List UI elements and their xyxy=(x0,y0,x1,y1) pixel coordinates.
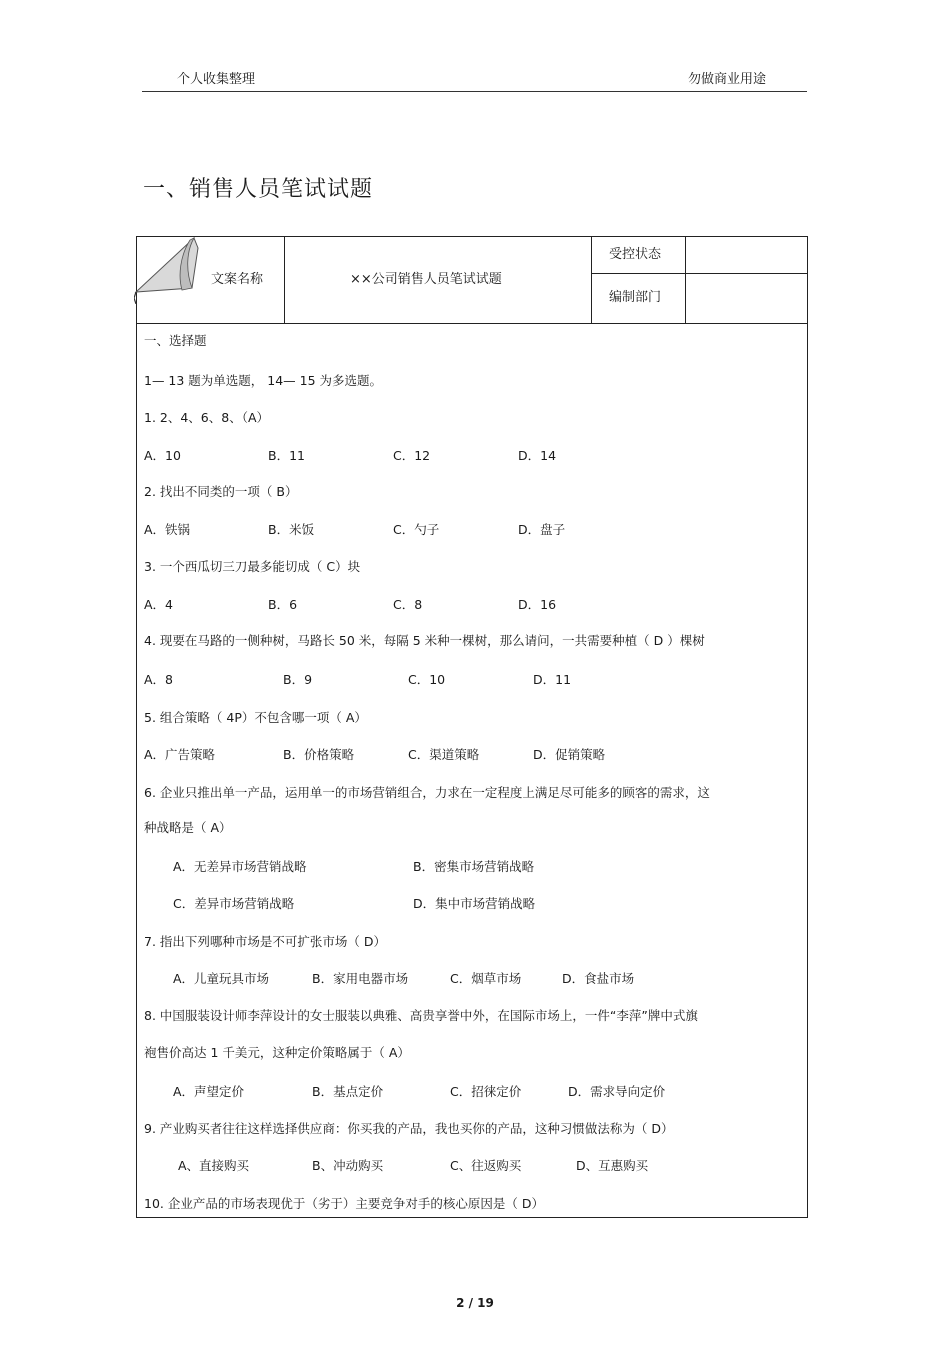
option: C、往返购买 xyxy=(450,1158,522,1173)
table-row-divider xyxy=(136,323,808,324)
table-col-divider xyxy=(591,236,592,324)
question-text: 4. 现要在马路的一侧种树，马路长 50 米，每隔 5 米种一棵树，那么请问，一共需要种植（ D ）棵树 xyxy=(144,633,705,648)
option: B．9 xyxy=(283,672,313,687)
option: B、冲动购买 xyxy=(312,1158,384,1173)
section-title: 一、选择题 xyxy=(144,333,207,348)
option: B．密集市场营销战略 xyxy=(413,859,535,874)
option: C．8 xyxy=(393,597,423,612)
document-title: 一、销售人员笔试试题 xyxy=(143,177,374,202)
table-col-divider xyxy=(284,236,285,324)
option: C．招徕定价 xyxy=(450,1084,522,1099)
option: C．12 xyxy=(393,448,431,463)
option: B．基点定价 xyxy=(312,1084,384,1099)
option: D．盘子 xyxy=(518,522,566,537)
page-number: 2 / 19 xyxy=(456,1296,494,1310)
option: C．差异市场营销战略 xyxy=(173,896,295,911)
option: B．11 xyxy=(268,448,305,463)
control-status-label: 受控状态 xyxy=(609,247,662,262)
option: A、直接购买 xyxy=(178,1158,250,1173)
question-text: 3. 一个西瓜切三刀最多能切成（ C）块 xyxy=(144,559,361,574)
question-text: 8. 中国服装设计师李萍设计的女士服装以典雅、高贵享誉中外，在国际市场上，一件“李萍”牌中式旗 xyxy=(144,1008,698,1023)
option: C．勺子 xyxy=(393,522,440,537)
option: D．11 xyxy=(533,672,572,687)
option: D．促销策略 xyxy=(533,747,606,762)
section-instruction: 1— 13 题为单选题， 14— 15 为多选题。 xyxy=(144,373,383,388)
question-text: 6. 企业只推出单一产品，运用单一的市场营销组合，力求在一定程度上满足尽可能多的顾客的需求，这 xyxy=(144,785,710,800)
header-divider xyxy=(142,91,807,92)
option: D．集中市场营销战略 xyxy=(413,896,536,911)
page-curl-icon xyxy=(134,232,214,304)
option: A．声望定价 xyxy=(173,1084,245,1099)
option: A．无差异市场营销战略 xyxy=(173,859,307,874)
question-text: 5. 组合策略（ 4P）不包含哪一项（ A） xyxy=(144,710,367,725)
option: D．食盐市场 xyxy=(562,971,635,986)
option: B．家用电器市场 xyxy=(312,971,409,986)
doc-name-label: 文案名称 xyxy=(211,272,264,287)
question-text-continued: 种战略是（ A） xyxy=(144,820,232,835)
option: B．6 xyxy=(268,597,298,612)
header-left-text: 个人收集整理 xyxy=(177,72,256,87)
question-text: 10. 企业产品的市场表现优于（劣于）主要竞争对手的核心原因是（ D） xyxy=(144,1196,544,1211)
department-label: 编制部门 xyxy=(609,290,662,305)
question-text: 7. 指出下列哪种市场是不可扩张市场（ D） xyxy=(144,934,386,949)
option: B．价格策略 xyxy=(283,747,355,762)
question-text: 2. 找出不同类的一项（ B） xyxy=(144,484,298,499)
option: D．16 xyxy=(518,597,557,612)
option: C．10 xyxy=(408,672,446,687)
option: D．需求导向定价 xyxy=(568,1084,666,1099)
option: A．铁锅 xyxy=(144,522,191,537)
option: C．烟草市场 xyxy=(450,971,522,986)
question-text: 9. 产业购买者往往这样选择供应商：你买我的产品，我也买你的产品，这种习惯做法称为（ D） xyxy=(144,1121,674,1136)
option: A．4 xyxy=(144,597,174,612)
option: A．10 xyxy=(144,448,181,463)
table-row-divider xyxy=(591,273,808,274)
question-text-continued: 袍售价高达 1 千美元，这种定价策略属于（ A） xyxy=(144,1045,410,1060)
option: D、互惠购买 xyxy=(576,1158,649,1173)
doc-name-value: ××公司销售人员笔试试题 xyxy=(350,272,502,287)
option: C．渠道策略 xyxy=(408,747,480,762)
option: A．儿童玩具市场 xyxy=(173,971,270,986)
option: D．14 xyxy=(518,448,557,463)
table-col-divider xyxy=(685,236,686,324)
option: B．米饭 xyxy=(268,522,315,537)
option: A．广告策略 xyxy=(144,747,216,762)
question-text: 1. 2、4、6、8、（A） xyxy=(144,410,270,425)
header-right-text: 勿做商业用途 xyxy=(688,72,767,87)
option: A．8 xyxy=(144,672,174,687)
